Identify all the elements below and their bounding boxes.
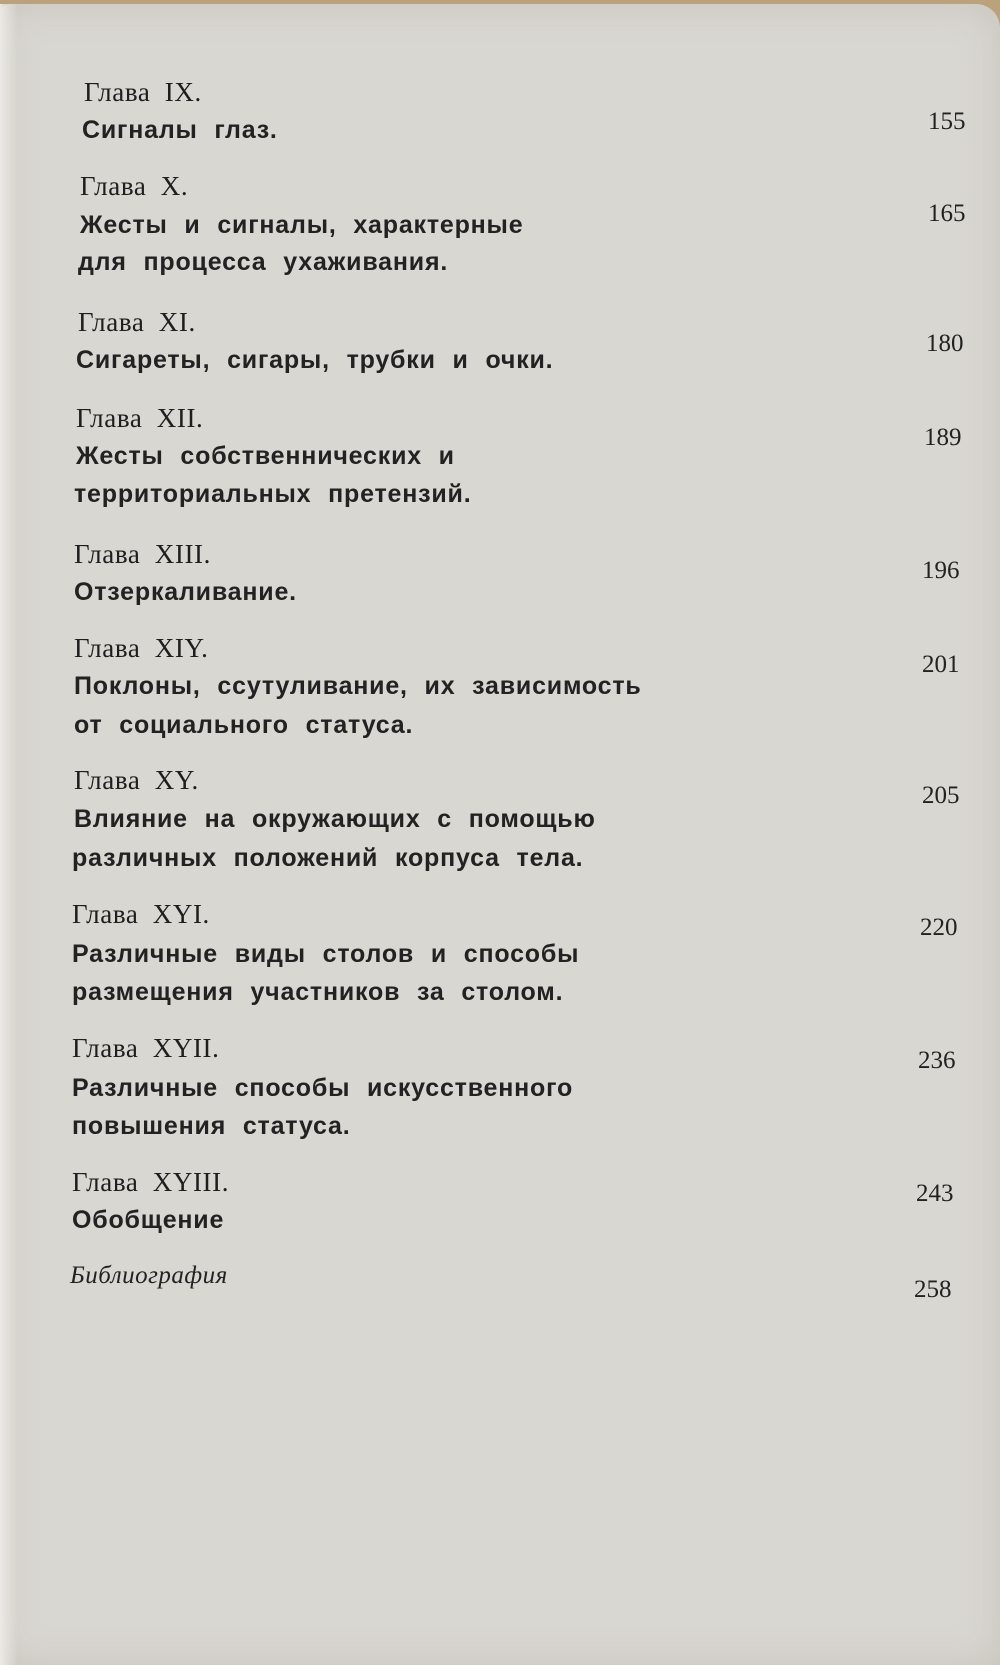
chapter-number: Глава XII. xyxy=(76,403,204,433)
chapter-title: территориальных претензий. xyxy=(74,480,472,508)
page-number: 236 xyxy=(918,1047,956,1074)
chapter-number: Глава XIY. xyxy=(74,633,209,663)
page-number: 165 xyxy=(928,200,966,227)
page-number: 201 xyxy=(922,651,960,678)
chapter-title: для процесса ухаживания. xyxy=(78,248,449,276)
bibliography-label: Библиография xyxy=(70,1262,228,1289)
chapter-number: Глава XYIII. xyxy=(72,1167,230,1197)
chapter-title: Сигареты, сигары, трубки и очки. xyxy=(76,346,554,374)
chapter-title: от социального статуса. xyxy=(74,711,414,739)
chapter-title: Различные виды столов и способы xyxy=(72,940,580,968)
chapter-number: Глава XY. xyxy=(74,765,199,795)
chapter-title: Сигналы глаз. xyxy=(82,116,278,144)
chapter-title: Влияние на окружающих с помощью xyxy=(74,805,596,833)
page-number: 220 xyxy=(920,914,958,941)
chapter-number: Глава XYII. xyxy=(72,1033,220,1063)
chapter-title: различных положений корпуса тела. xyxy=(72,844,584,872)
page-number: 155 xyxy=(928,108,966,135)
page-number: 243 xyxy=(916,1180,954,1207)
chapter-title: Обобщение xyxy=(72,1206,225,1234)
chapter-title: Отзеркаливание. xyxy=(74,578,297,606)
chapter-title: Различные способы искусственного xyxy=(72,1074,574,1102)
chapter-title: повышения статуса. xyxy=(72,1112,351,1140)
page-number: 205 xyxy=(922,782,960,809)
chapter-number: Глава X. xyxy=(80,171,189,201)
page-number: 180 xyxy=(926,330,964,357)
chapter-title: Поклоны, ссутуливание, их зависимость xyxy=(74,672,642,700)
chapter-title: Жесты собственнических и xyxy=(76,442,455,470)
chapter-number: Глава XI. xyxy=(78,307,196,337)
chapter-number: Глава IX. xyxy=(84,77,202,107)
page-number: 196 xyxy=(922,557,960,584)
chapter-title: размещения участников за столом. xyxy=(72,978,564,1006)
chapter-number: Глава XYI. xyxy=(72,899,210,929)
page-number: 189 xyxy=(924,424,962,451)
bibliography-page-number: 258 xyxy=(914,1276,952,1303)
chapter-number: Глава XIII. xyxy=(74,539,211,569)
chapter-title: Жесты и сигналы, характерные xyxy=(80,211,524,239)
book-page xyxy=(0,4,1000,1665)
